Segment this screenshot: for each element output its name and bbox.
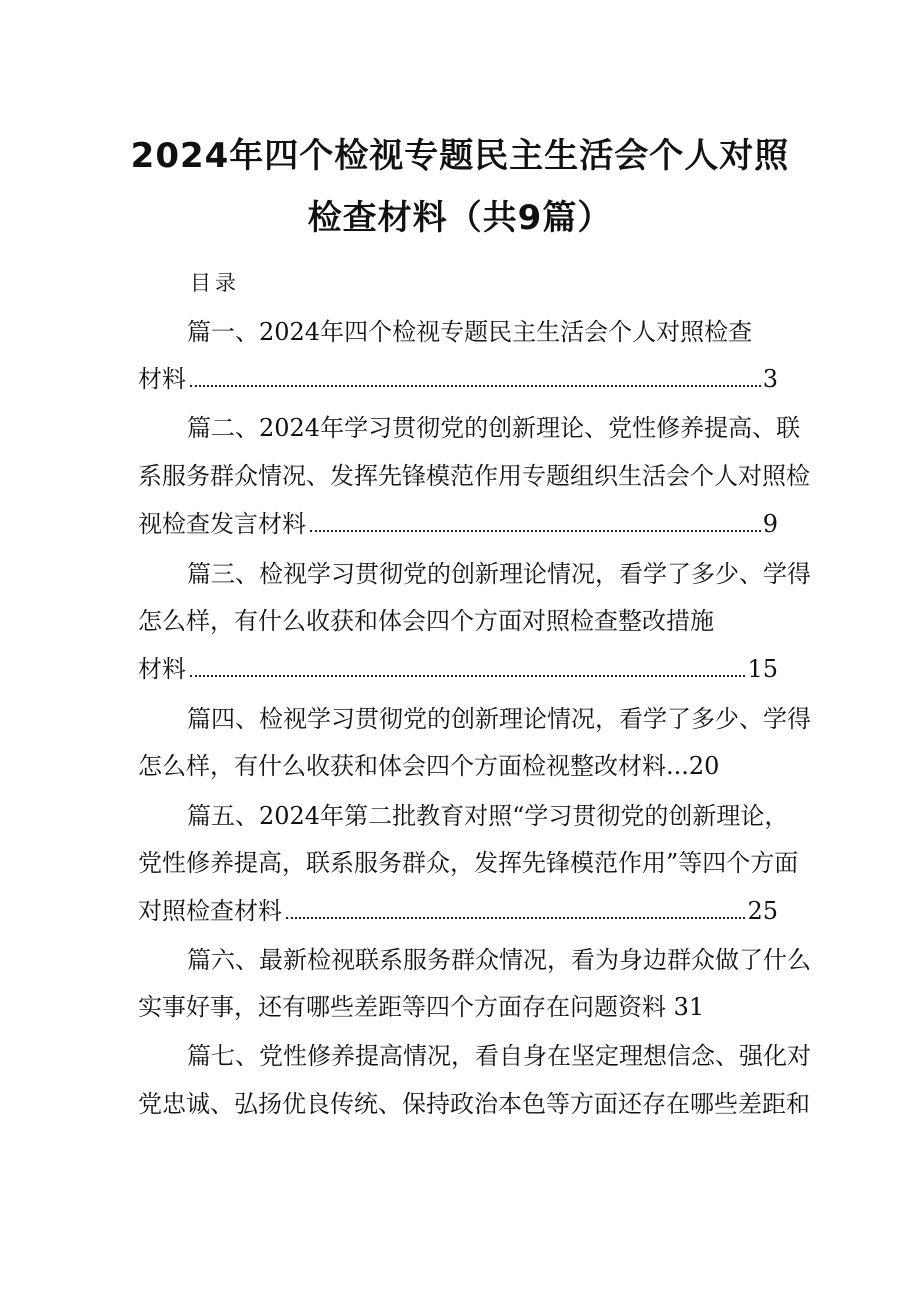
toc-entry-3-page: 15 bbox=[747, 655, 778, 683]
toc-entry-5-line-2: 党性修养提高，联系服务群众，发挥先锋模范作用”等四个方面 bbox=[138, 849, 799, 877]
toc-entry-5-line-1: 篇五、2024年第二批教育对照“学习贯彻党的创新理论， bbox=[187, 802, 789, 830]
toc-entry-1-tail: 材料 bbox=[138, 365, 186, 393]
toc-entry-6-line-2: 实事好事，还有哪些差距等四个方面存在问题资料 31 bbox=[138, 993, 705, 1021]
toc-entry-2-tail: 视检查发言材料 bbox=[138, 510, 306, 538]
document-title-line-1: 2024年四个检视专题民主生活会个人对照 bbox=[130, 136, 790, 176]
toc-entry-3-leader-row[interactable] bbox=[138, 654, 778, 684]
dot-leader bbox=[286, 917, 745, 919]
toc-entry-7-line-1: 篇七、党性修养提高情况，看自身在坚定理想信念、强化对 bbox=[187, 1042, 811, 1070]
toc-entry-5-leader-row[interactable] bbox=[138, 896, 778, 926]
toc-entry-2-line-2: 系服务群众情况、发挥先锋模范作用专题组织生活会个人对照检 bbox=[138, 462, 810, 490]
toc-entry-2-line-1: 篇二、2024年学习贯彻党的创新理论、党性修养提高、联 bbox=[187, 414, 801, 442]
toc-entry-1-leader-row[interactable] bbox=[138, 364, 778, 394]
toc-entry-3-line-1: 篇三、检视学习贯彻党的创新理论情况，看学了多少、学得 bbox=[187, 560, 811, 588]
toc-entry-3-tail: 材料 bbox=[138, 655, 186, 683]
toc-entry-4-line-1: 篇四、检视学习贯彻党的创新理论情况，看学了多少、学得 bbox=[187, 705, 811, 733]
dot-leader bbox=[310, 530, 761, 532]
toc-entry-3-line-2: 怎么样，有什么收获和体会四个方面对照检查整改措施 bbox=[138, 607, 714, 635]
document-title-line-2: 检查材料（共9篇） bbox=[307, 198, 613, 238]
toc-entry-5-tail: 对照检查材料 bbox=[138, 897, 282, 925]
toc-entry-4-line-2: 怎么样，有什么收获和体会四个方面检视整改材料...20 bbox=[138, 752, 720, 780]
toc-heading: 目录 bbox=[190, 271, 240, 295]
toc-entry-5-page: 25 bbox=[747, 897, 778, 925]
toc-entry-2-page: 9 bbox=[762, 510, 778, 538]
toc-entry-1-line-1: 篇一、2024年四个检视专题民主生活会个人对照检查 bbox=[187, 318, 753, 346]
dot-leader bbox=[190, 675, 745, 677]
toc-entry-7-line-2: 党忠诚、弘扬优良传统、保持政治本色等方面还存在哪些差距和 bbox=[138, 1090, 810, 1118]
toc-entry-6-line-1: 篇六、最新检视联系服务群众情况，看为身边群众做了什么 bbox=[187, 946, 811, 974]
dot-leader bbox=[190, 385, 761, 387]
toc-entry-1-page: 3 bbox=[762, 365, 778, 393]
toc-entry-2-leader-row[interactable] bbox=[138, 509, 778, 539]
